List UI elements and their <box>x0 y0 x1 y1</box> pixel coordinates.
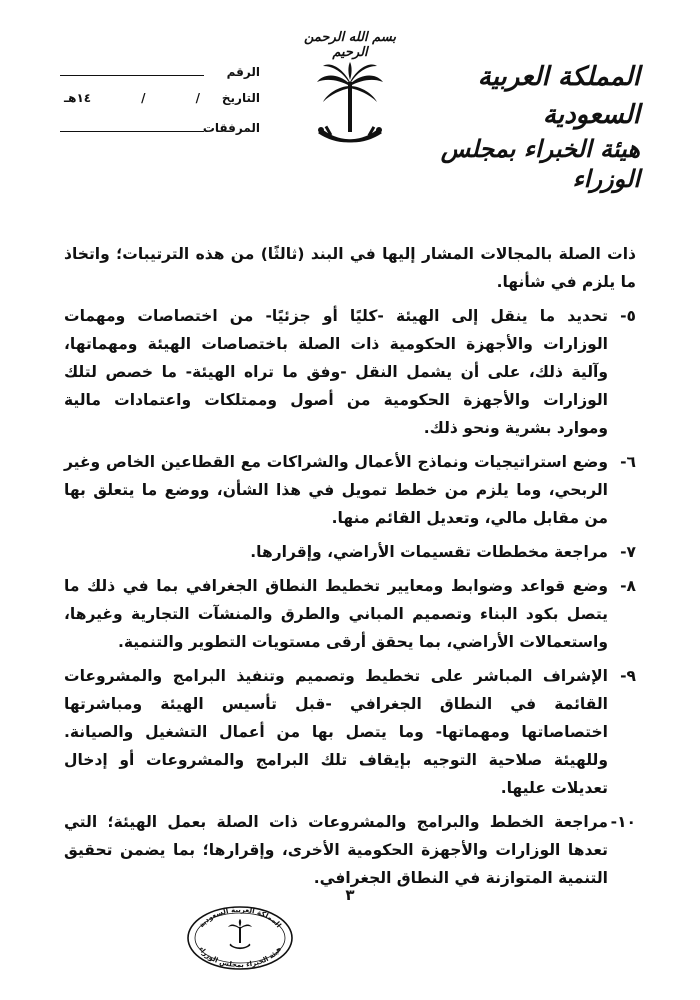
reference-field <box>60 63 204 76</box>
stamp-text-bottom: هيئة الخبراء بمجلس الوزراء <box>197 945 283 970</box>
reference-block <box>60 63 260 147</box>
date-separator-1: / <box>195 91 200 105</box>
official-stamp-icon <box>185 905 295 971</box>
reference-row <box>60 63 260 91</box>
list-item-text: وضع قواعد وضوابط ومعايير تخطيط النطاق الجغرافي بما في ذلك ما يتصل بكود البناء وتصميم المباني والطرق والمنشآت التجارية وغيرها، واستعمالات الأراضي، بما يحقق أرقى مستويات التطوير والتنمية. <box>64 577 608 651</box>
date-field <box>60 91 210 105</box>
list-item-number: ١٠- <box>610 813 636 831</box>
list-item-number: ٥- <box>620 307 636 325</box>
list-item-number: ٧- <box>620 543 636 561</box>
attachments-field <box>60 119 204 132</box>
stamp-text-top: المملكة العربية السعودية <box>197 905 283 930</box>
reference-label: الرقم <box>226 65 260 79</box>
list-item-text: وضع استراتيجيات ونماذج الأعمال والشراكات مع القطاعين الخاص وغير الربحي، وما يلزم من خطط تمويل في هذا الشأن، ووضع ما يتعلق بها من مقابل مالي، وتعديل القائم منها. <box>64 453 608 527</box>
council-name: هيئة الخبراء بمجلس الوزراء <box>440 134 640 193</box>
list-item <box>64 538 636 566</box>
list-item <box>64 662 636 802</box>
list-item <box>64 302 636 442</box>
attachments-label: المرفقات <box>202 121 260 135</box>
list-item <box>64 448 636 532</box>
list-item-text: مراجعة الخطط والبرامج والمشروعات ذات الصلة بعمل الهيئة؛ التي تعدها الوزارات والأجهزة الحكومية الأخرى، وإقرارها؛ بما يضمن تحقيق التنمية المتوازنة في النطاق الجغرافي. <box>64 813 608 887</box>
list-item-number: ٨- <box>620 577 636 595</box>
list-item-text: الإشراف المباشر على تخطيط وتصميم وتنفيذ البرامج والمشروعات القائمة في النطاق الجغرافي -قبل تأسيس الهيئة ومباشرتها اختصاصاتها ومهماتها- وما يتصل بها من أعمال التشغيل والصيانة. وللهيئة صلاحية التوجيه بإيقاف تلك البرامج والمشروعات أو إدخال تعديلات عليها. <box>64 667 608 797</box>
list-item-text: تحديد ما ينقل إلى الهيئة -كليًا أو جزئيًا- من اختصاصات ومهمات الوزارات والأجهزة الحكومية ذات الصلة باختصاصات الهيئة ومهماتها، وآلية ذلك، على أن يشمل النقل -وفق ما تراه الهيئة- ما خصص لتلك الوزارات والأجهزة الحكومية من أصول وممتلكات واعتمادات مالية وموارد بشرية ونحو ذلك. <box>64 307 608 437</box>
list-item-number: ٦- <box>620 453 636 471</box>
list-item <box>64 808 636 892</box>
document-body <box>64 240 636 898</box>
list-item <box>64 572 636 656</box>
date-row <box>60 91 260 119</box>
date-year-suffix: ١٤هـ <box>64 91 92 105</box>
list-item-text: مراجعة مخططات تقسيمات الأراضي، وإقرارها. <box>250 543 608 561</box>
palm-swords-emblem-icon <box>315 60 385 155</box>
intro-paragraph: ذات الصلة بالمجالات المشار إليها في البند (ثالثًا) من هذه الترتيبات؛ واتخاذ ما يلزم في شأنها. <box>64 245 636 291</box>
attachments-row <box>60 119 260 147</box>
list-item-number: ٩- <box>620 667 636 685</box>
page-number: ٣ <box>345 886 355 904</box>
kingdom-name: المملكة العربية السعودية <box>477 62 640 130</box>
basmala: بسم الله الرحمن الرحيم <box>304 30 396 60</box>
date-label: التاريخ <box>221 91 260 105</box>
letterhead-organization <box>380 58 640 194</box>
date-separator-2: / <box>141 91 146 105</box>
